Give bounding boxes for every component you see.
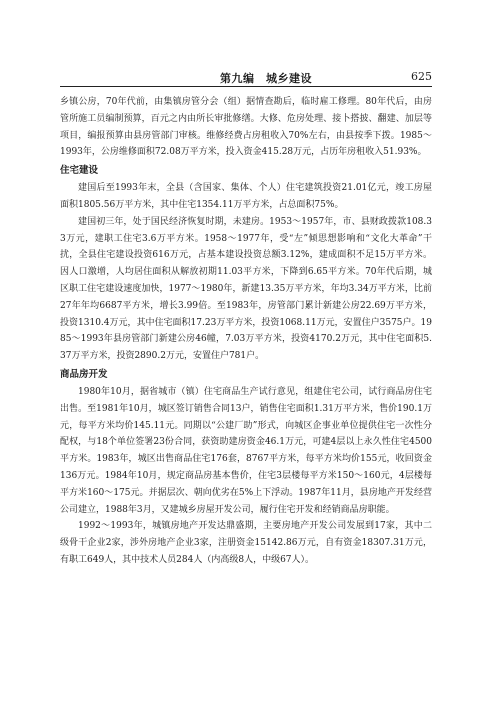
section-heading-housing-construction: 住宅建设 (60, 165, 99, 177)
paragraph-real-estate-development: 1992～1993年，城镇房地产开发达鼎盛期，主要房地产开发公司发展到17家，其中二级骨干企业2家，涉外房地产企业3家，注册资金15142.86万元，自有资金18307.31万元，有职工649人，其中技术人员284人（内高级8人，中级67人）。 (60, 521, 432, 565)
paragraph-public-housing-maintenance: 乡镇公房，70年代前，由集镇房管分会（组）据情查勘后，临时雇工修理。80年代后，由房管所施工员编制预算，百元之内由所长审批修缮。大修、危房处理、接卜搭披、翻建、加层等项目，编报预算由县房管部门审核。维修经费占房租收入70%左右，由县按季下拨。1985～1993年，公房维修面积72.08万平方米，投入资金415.28万元，占历年房租收入51.93%。 (60, 97, 432, 158)
paragraph-commercial-housing-sales: 1980年10月，据省城市（镇）住宅商品生产试行意见，组建住宅公司，试行商品房住宅出售。至1981年10月，城区签订销售合同13户，销售住宅面积1.31万平方米，售价190.1万元，每平方米均价145.11元。同期以“公建厂助”形式，向城区企事业单位提供住宅一次性分配权，与18个单位签署23份合同，获资助建房资金46.1万元，可建4层以上永久性住宅4500平方米。1983年，城区出售商品住宅176套，8767平方米，每平方米均价155元，收回资金136万元。1984年10月，规定商品房基本售价，住宅3层楼每平方米150～160元，4层楼每平方米160～175元。并据层次、朝向优劣在5%上下浮动。1987年11月，县房地产开发经营公司建立，1988年3月，又建城乡房屋开发公司，履行住宅开发和经销商品房职能。 (60, 386, 432, 515)
page-number: 625 (411, 70, 432, 83)
body-text (60, 94, 432, 569)
page-header (60, 70, 432, 87)
chapter-title: 第九编 城乡建设 (220, 72, 312, 85)
paragraph-housing-investment-summary: 建国后至1993年末，全县（含国家、集体、个人）住宅建筑投资21.01亿元，竣工房屋面积1805.56万平方米，其中住宅1354.11万平方米，占总面积75%。 (60, 183, 432, 210)
section-heading-commercial-housing: 商品房开发 (60, 368, 108, 380)
paragraph-housing-history: 建国初三年，处于国民经济恢复时期，未建房。1953～1957年，市、县财政拨款108.33万元，建职工住宅3.6万平方米。1958～1977年，受“左”倾思想影响和“文化大革命”干扰，全县住宅建设投资616万元，占基本建设投资总额3.12%，建成面积不足15万平方米。因人口激增，人均居住面积从解放初期11.03平方米，下降到6.65平方米。70年代后期，城区职工住宅建设速度加快，1977～1980年，新建13.35万平方米，年均3.34万平方米，比前27年年均6687平方米，增长3.99倍。至1983年，房管部门累计新建公房22.69万平方米，投资1310.4万元，其中住宅面积17.23万平方米，投资1068.11万元，安置住户3575户。1985～1993年县房管部门新建公房46幢，7.03万平方米，投资4170.2万元，其中住宅面积5.37万平方米，投资2890.2万元，安置住户781户。 (60, 216, 432, 362)
